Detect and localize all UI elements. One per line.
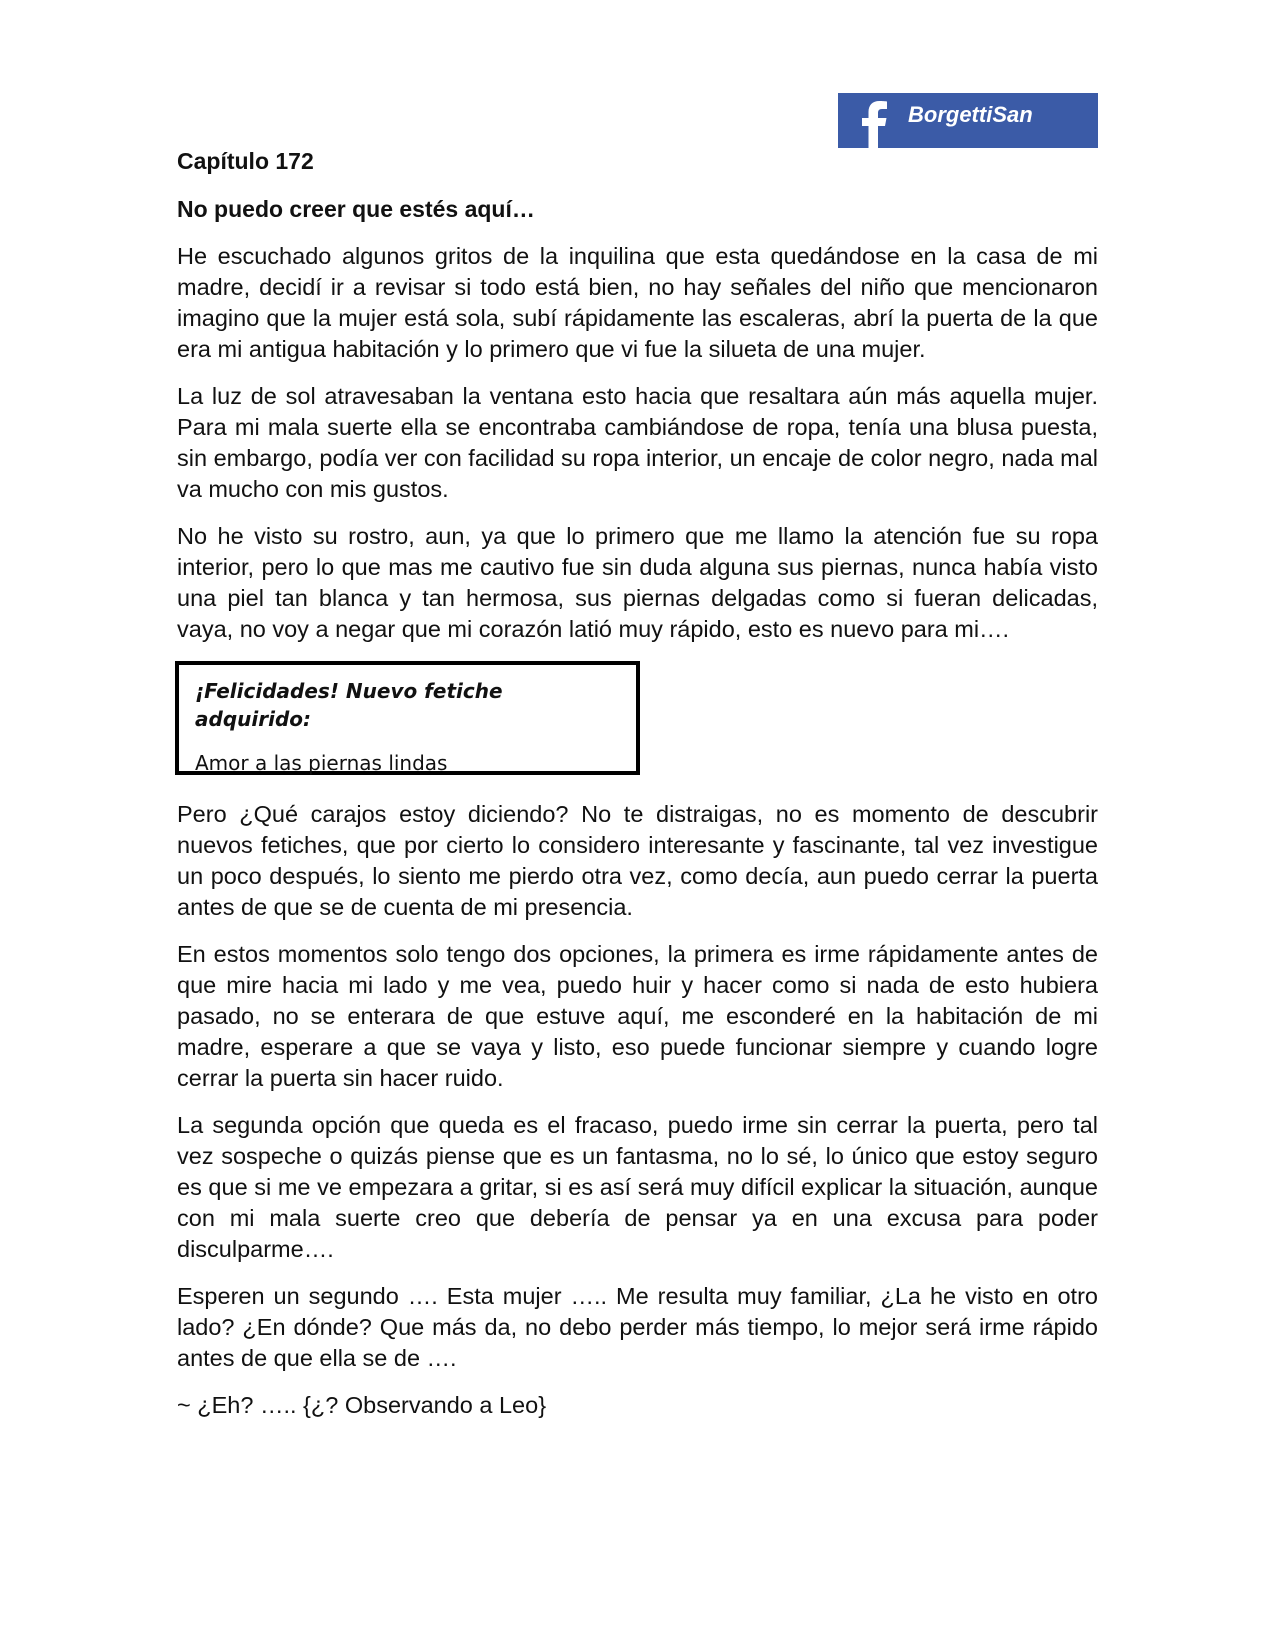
facebook-icon — [838, 93, 898, 148]
paragraph: Esperen un segundo …. Esta mujer ….. Me resulta muy familiar, ¿La he visto en otro lado? ¿En dónde? Que más da, no debo perder más tiempo, lo mejor será irme rápido antes de que ella se de …. — [177, 1283, 1098, 1371]
final-line: ~ ¿Eh? ….. {¿? Observando a Leo} — [177, 1392, 547, 1418]
paragraph: La segunda opción que queda es el fracaso, puedo irme sin cerrar la puerta, pero tal vez sospeche o quizás piense que es un fantasma, no lo sé, lo único que estoy seguro es que si me ve empezara a gritar, si es así será muy difícil explicar la situación, aunque con mi mala suerte creo que debería de pensar ya en una excusa para poder disculparme…. — [177, 1112, 1098, 1262]
fetish-notice-box — [175, 661, 640, 775]
paragraph: En estos momentos solo tengo dos opciones, la primera es irme rápidamente antes de que mire hacia mi lado y me vea, puedo huir y hacer como si nada de esto hubiera pasado, no se enterara de que estuve aquí, me esconderé en la habitación de mi madre, esperare a que se vaya y listo, eso puede funcionar siempre y cuando logre cerrar la puerta sin hacer ruido. — [177, 941, 1098, 1091]
facebook-page-name: BorgettiSan — [908, 101, 1033, 127]
notice-title: ¡Felicidades! Nuevo fetiche adquirido: — [195, 679, 503, 731]
chapter-content — [177, 146, 1098, 1421]
facebook-badge[interactable] — [838, 93, 1098, 148]
paragraph: Pero ¿Qué carajos estoy diciendo? No te distraigas, no es momento de descubrir nuevos fetiches, que por cierto lo considero interesante y fascinante, tal vez investigue un poco después, lo siento me pierdo otra vez, como decía, aun puedo cerrar la puerta antes de que se de cuenta de mi presencia. — [177, 801, 1098, 920]
paragraph: La luz de sol atravesaban la ventana esto hacia que resaltara aún más aquella mujer. Para mi mala suerte ella se encontraba cambiándose de ropa, tenía una blusa puesta, sin embargo, podía ver con facilidad su ropa interior, un encaje de color negro, nada mal va mucho con mis gustos. — [177, 383, 1098, 502]
chapter-subtitle: No puedo creer que estés aquí… — [177, 196, 535, 222]
paragraph: No he visto su rostro, aun, ya que lo primero que me llamo la atención fue su ropa interior, pero lo que mas me cautivo fue sin duda alguna sus piernas, nunca había visto una piel tan blanca y tan hermosa, sus piernas delgadas como si fueran delicadas, vaya, no voy a negar que mi corazón latió muy rápido, esto es nuevo para mi…. — [177, 523, 1098, 642]
chapter-heading: Capítulo 172 — [177, 148, 314, 174]
notice-text: Amor a las piernas lindas — [195, 751, 448, 775]
paragraph: He escuchado algunos gritos de la inquilina que esta quedándose en la casa de mi madre, decidí ir a revisar si todo está bien, no hay señales del niño que mencionaron imagino que la mujer está sola, subí rápidamente las escaleras, abrí la puerta de la que era mi antigua habitación y lo primero que vi fue la silueta de una mujer. — [177, 243, 1098, 362]
